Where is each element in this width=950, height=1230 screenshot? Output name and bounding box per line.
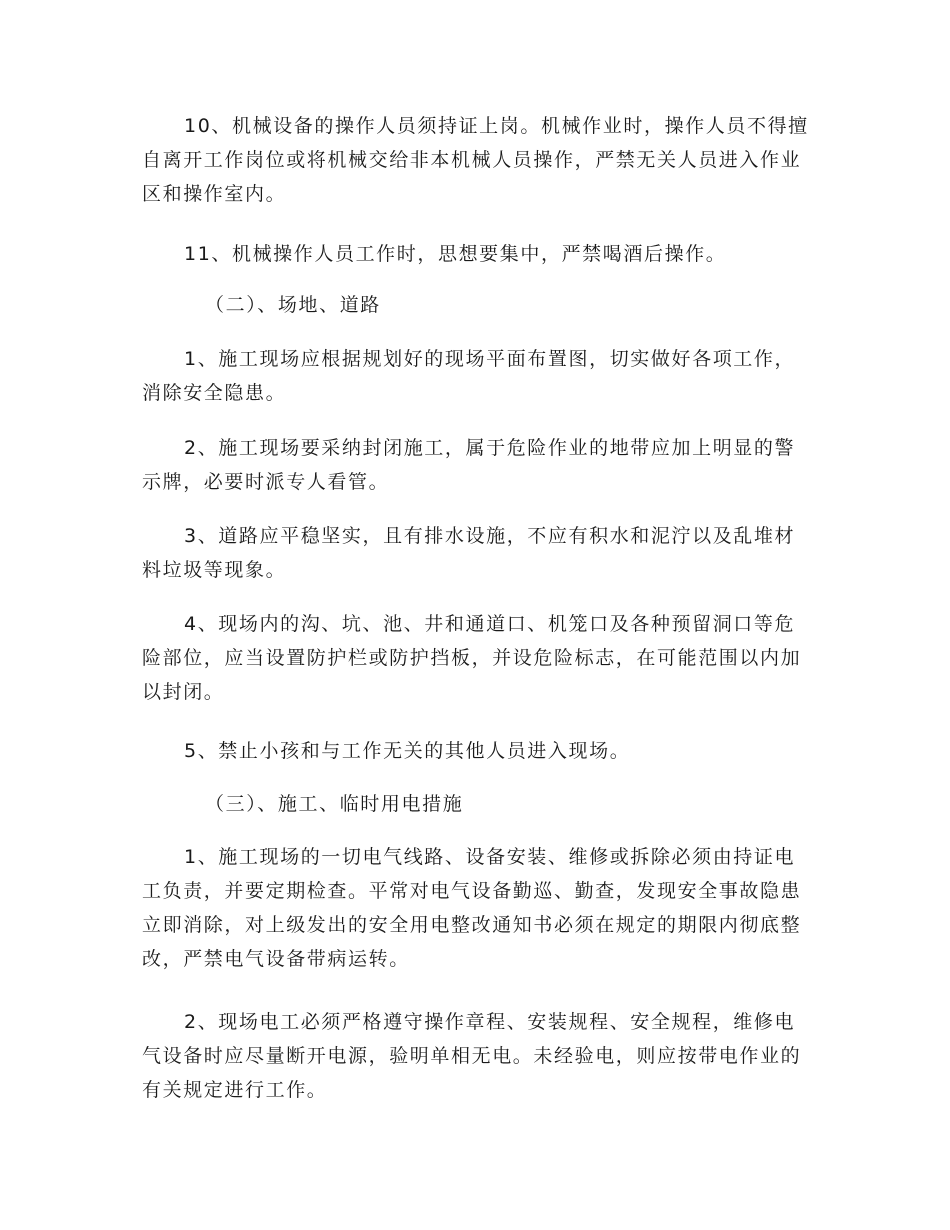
paragraph-10-machine-operators: 10、机械设备的操作人员须持证上岗。机械作业时，操作人员不得擅自离开工作岗位或将机械交给非本机械人员操作，严禁无关人员进入作业区和操作室内。 (142, 115, 809, 205)
paragraph-11-operator-focus: 11、机械操作人员工作时，思想要集中，严禁喝酒后操作。 (184, 243, 727, 265)
paragraph-site-4-openings: 4、现场内的沟、坑、池、井和通道口、机笼口及各种预留洞口等危险部位，应当设置防护栏或防护挡板，并设危险标志，在可能范围以内加以封闭。 (142, 613, 802, 703)
paragraph-electric-1-electricians: 1、施工现场的一切电气线路、设备安装、维修或拆除必须由持证电工负责，并要定期检查。平常对电气设备勤巡、勤查，发现安全事故隐患立即消除，对上级发出的安全用电整改通知书必须在规定的期限内彻底整改，严禁电气设备带病运转。 (142, 846, 802, 970)
paragraph-site-3-roads: 3、道路应平稳坚实，且有排水设施，不应有积水和泥泞以及乱堆材料垃圾等现象。 (142, 525, 796, 581)
paragraph-site-2-enclosure: 2、施工现场要采纳封闭施工，属于危险作业的地带应加上明显的警示牌，必要时派专人看管。 (142, 437, 796, 493)
paragraph-electric-2-procedures: 2、现场电工必须严格遵守操作章程、安装规程、安全规程，维修电气设备时应尽量断开电源，验明单相无电。未经验电，则应按带电作业的有关规定进行工作。 (142, 1011, 802, 1101)
paragraph-site-1-layout: 1、施工现场应根据规划好的现场平面布置图，切实做好各项工作，消除安全隐患。 (142, 348, 796, 404)
section-heading-electrical: （三）、施工、临时用电措施 (205, 793, 464, 815)
paragraph-site-5-access: 5、禁止小孩和与工作无关的其他人员进入现场。 (184, 740, 631, 762)
section-heading-site-roads: （二）、场地、道路 (205, 294, 381, 316)
